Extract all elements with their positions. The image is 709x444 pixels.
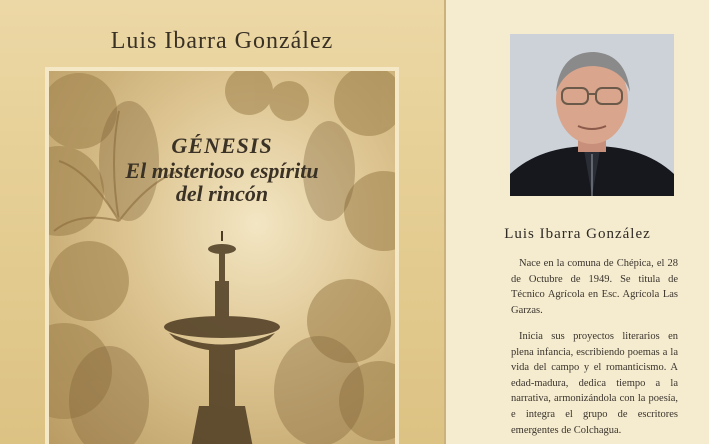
title-genesis: GÉNESIS [171, 133, 273, 158]
cover-artwork [45, 67, 399, 444]
garden-fountain-illustration [49, 71, 395, 444]
front-author-name: Luis Ibarra González [110, 28, 334, 54]
title-subtitle-line1: El misterioso espíritu [125, 158, 319, 183]
back-author-name: Luis Ibarra González [504, 226, 651, 242]
back-cover [446, 0, 709, 444]
book-title [49, 133, 395, 205]
title-subtitle-line2: del rincón [175, 181, 269, 206]
author-bio-paragraph-1: Nace en la comuna de Chépica, el 28 de Octubre de 1949. Se titula de Técnico Agrícola en Esc. Agrícola Las Garzas. [511, 258, 678, 316]
author-portrait [510, 34, 674, 196]
author-photo [510, 34, 674, 196]
author-bio-paragraph-2: Inicia sus proyectos literarios en plena infancia, escribiendo poemas a la vida del campo y el romanticismo. A edad-madura, dedica tiempo a la narrativa, armonizándola con la poesía, e integra el grupo de escritores emergentes de Colchagua. [511, 331, 678, 436]
